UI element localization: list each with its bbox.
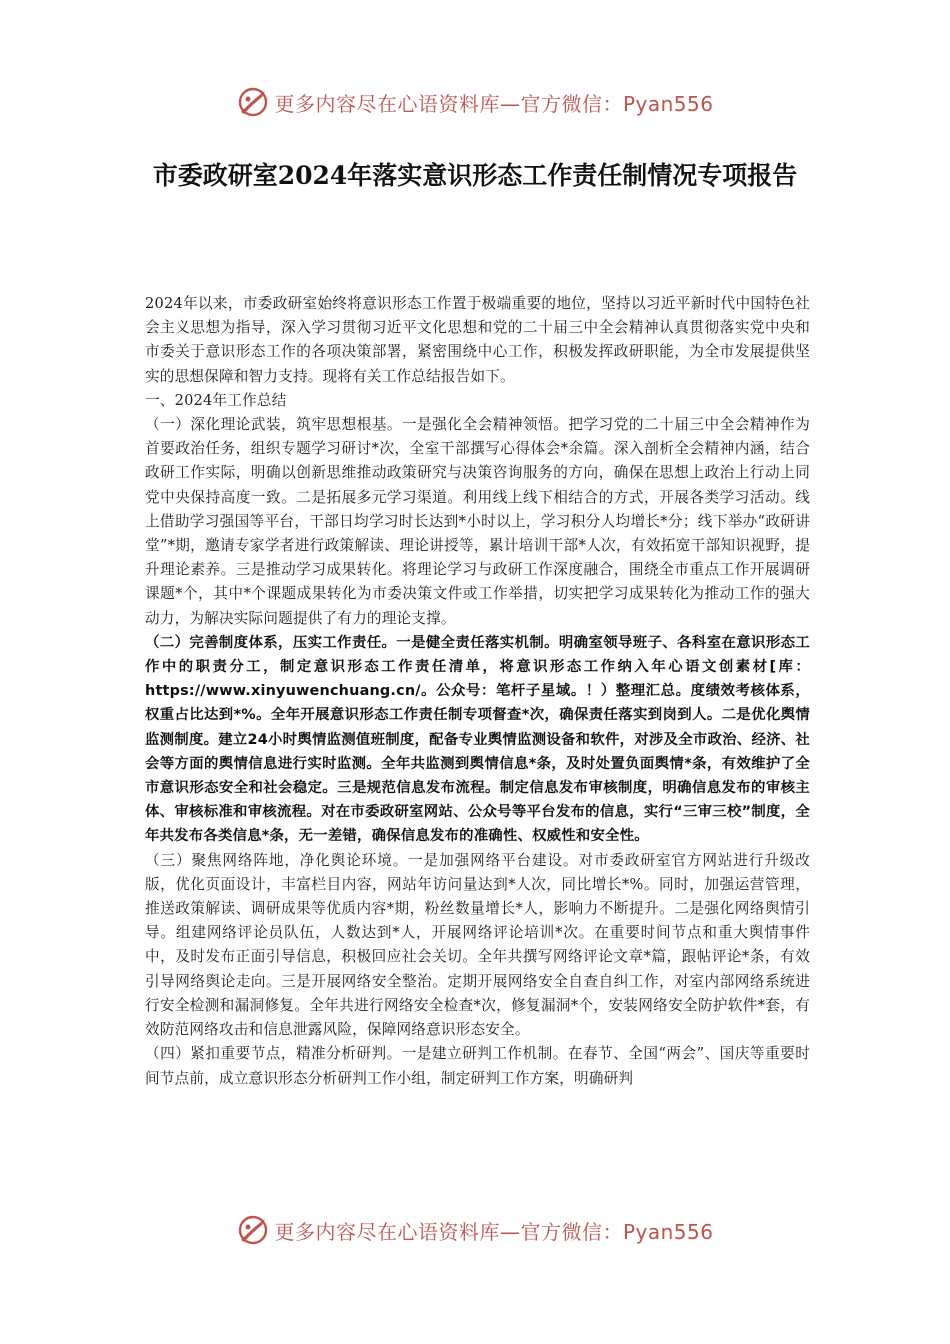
intro-paragraph: 2024年以来，市委政研室始终将意识形态工作置于极端重要的地位，坚持以习近平新时代中国特色社会主义思想为指导，深入学习贯彻习近平文化思想和党的二十届三中全会精神认真贯彻落实党中央和市委关于意识形态工作的各项决策部署，紧密围绕中心工作，积极发挥政研职能，为全市发展提供坚实的思想保障和智力支持。现将有关工作总结报告如下。 [145, 295, 810, 385]
section-heading: 一、2024年工作总结 [145, 391, 287, 409]
document-body [145, 292, 810, 1091]
footer-watermark [0, 1210, 950, 1250]
header-watermark [0, 82, 950, 122]
document-title: 市委政研室2024年落实意识形态工作责任制情况专项报告 [152, 161, 798, 190]
watermark-text: 更多内容尽在心语资料库—官方微信：Pyan556 [274, 1219, 714, 1244]
section-3-paragraph: （三）聚焦网络阵地，净化舆论环境。一是加强网络平台建设。对市委政研室官方网站进行升级改版，优化页面设计，丰富栏目内容，网站年访问量达到*人次，同比增长*%。同时，加强运营管理，推送政策解读、调研成果等优质内容*期，粉丝数量增长*人，影响力不断提升。二是强化网络舆情引导。组建网络评论员队伍，人数达到*人，开展网络评论培训*次。在重要时间节点和重大舆情事件中，及时发布正面引导信息，积极回应社会关切。全年共撰写网络评论文章*篇，跟帖评论*条，有效引导网络舆论走向。三是开展网络安全整治。定期开展网络安全自查自纠工作，对室内部网络系统进行安全检测和漏洞修复。全年共进行网络安全检查*次，修复漏洞*个，安装网络安全防护软件*套，有效防范网络攻击和信息泄露风险，保障网络意识形态安全。 [145, 851, 810, 1039]
brush-logo-icon [236, 1213, 270, 1247]
section-1-paragraph: （一）深化理论武装，筑牢思想根基。一是强化全会精神领悟。把学习党的二十届三中全会精神作为首要政治任务，组织专题学习研讨*次，全室干部撰写心得体会*余篇。深入剖析全会精神内涵，结合政研工作实际，明确以创新思维推动政策研究与决策咨询服务的方向，确保在思想上政治上行动上同党中央保持高度一致。二是拓展多元学习渠道。利用线上线下相结合的方式，开展各类学习活动。线上借助学习强国等平台，干部日均学习时长达到*小时以上，学习积分人均增长*分；线下举办“政研讲堂”*期，邀请专家学者进行政策解读、理论讲授等，累计培训干部*人次，有效拓宽干部知识视野，提升理论素养。三是推动学习成果转化。将理论学习与政研工作深度融合，围绕全市重点工作开展调研课题*个，其中*个课题成果转化为市委决策文件或工作举措，切实把学习成果转化为推动工作的强大动力，为解决实际问题提供了有力的理论支撑。 [145, 416, 810, 627]
watermark-text: 更多内容尽在心语资料库—官方微信：Pyan556 [274, 91, 714, 116]
section-4-paragraph: （四）紧扣重要节点，精准分析研判。一是建立研判工作机制。在春节、全国“两会”、国庆等重要时间节点前，成立意识形态分析研判工作小组，制定研判工作方案，明确研判 [145, 1045, 810, 1087]
section-2-paragraph: （二）完善制度体系，压实工作责任。一是健全责任落实机制。明确室领导班子、各科室在意识形态工作中的职责分工，制定意识形态工作责任清单，将意识形态工作纳入年心语文创素材[库：https://www.xinyuwenchuang.cn/。公众号：笔杆子星域。！）整理汇总。度绩效考核体系，权重占比达到*%。全年开展意识形态工作责任制专项督查*次，确保责任落实到岗到人。二是优化舆情监测制度。建立24小时舆情监测值班制度，配备专业舆情监测设备和软件，对涉及全市政治、经济、社会等方面的舆情信息进行实时监测。全年共监测到舆情信息*条，及时处置负面舆情*条，有效维护了全市意识形态安全和社会稳定。三是规范信息发布流程。制定信息发布审核制度，明确信息发布的审核主体、审核标准和审核流程。对在市委政研室网站、公众号等平台发布的信息，实行“三审三校”制度，全年共发布各类信息*条，无一差错，确保信息发布的准确性、权威性和安全性。 [145, 634, 810, 845]
brush-logo-icon [236, 85, 270, 119]
